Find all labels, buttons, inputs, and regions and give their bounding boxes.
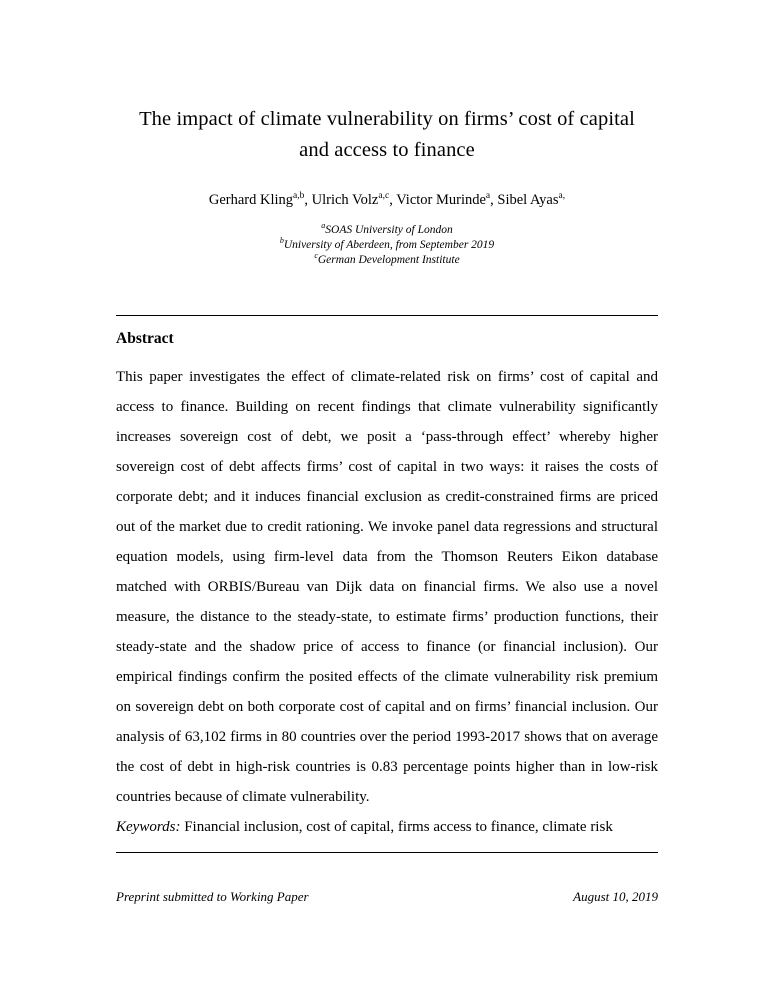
affiliation-mark: a [321,221,326,231]
affiliation: $^a$SOAS University of London [321,221,453,236]
divider-bottom [116,852,658,853]
abstract-text: This paper investigates the effect of climate-related risk on firms’ cost of capital and access to finance. Building on recent findings that climate vulnerability significantly increases sovereign cost of debt, we posit a ‘pass-through effect’ whereby higher sovereign cost of debt affects firms’ cost of capital in two ways: it raises the costs of corporate debt; and it induces financial exclusion as credit-constrained firms are priced out of the market due to credit rationing. We invoke panel data regressions and structural equation models, using firm-level data from the Thomson Reuters Eikon database matched with ORBIS/Bureau van Dijk data on financial firms. We also use a novel measure, the distance to the steady-state, to estimate firms’ production functions, their steady-state and the shadow price of access to finance (or financial inclusion). Our empirical findings confirm the posited effects of the climate vulnerability risk premium on sovereign debt on both corporate cost of capital and on firms’ financial inclusion. Our analysis of 63,102 firms in 80 countries over the period 1993-2017 shows that on average the cost of debt in high-risk countries is 0.83 percentage points higher than in low-risk countries because of climate vulnerability. [116,369,658,805]
affiliation-list [116,223,658,268]
author-affiliation-mark: a,c [378,191,390,202]
affiliation: $^b$University of Aberdeen, from September 2019 [279,236,495,251]
author-line [116,192,658,209]
affiliation: $^c$German Development Institute [314,251,460,266]
paper-title: The impact of climate vulnerability on firms’ cost of capital and access to finance [139,108,635,161]
divider-top [116,315,658,316]
author-affiliation-mark: a, [558,191,566,202]
author: Victor Murinde$^a$, [396,191,498,208]
affiliation-mark: c [314,251,318,261]
keywords-text: Financial inclusion, cost of capital, firms access to finance, climate risk [184,819,613,835]
author-affiliation-mark: a [485,191,491,202]
keywords-line [116,816,658,838]
author: Sibel Ayas$^{a,}$ [497,191,566,208]
affiliation-mark: b [279,236,284,246]
footer-date: August 10, 2019 [573,889,658,904]
footer-preprint-note: Preprint submitted to Working Paper [116,889,309,904]
author: Ulrich Volz$^{a,c}$, [311,191,397,208]
keywords-label: Keywords: [116,819,181,835]
author: Gerhard Kling$^{a,b}$, [208,191,312,208]
abstract-heading: Abstract [116,330,174,347]
page-footer [116,889,658,905]
author-affiliation-mark: a,b [293,191,305,202]
